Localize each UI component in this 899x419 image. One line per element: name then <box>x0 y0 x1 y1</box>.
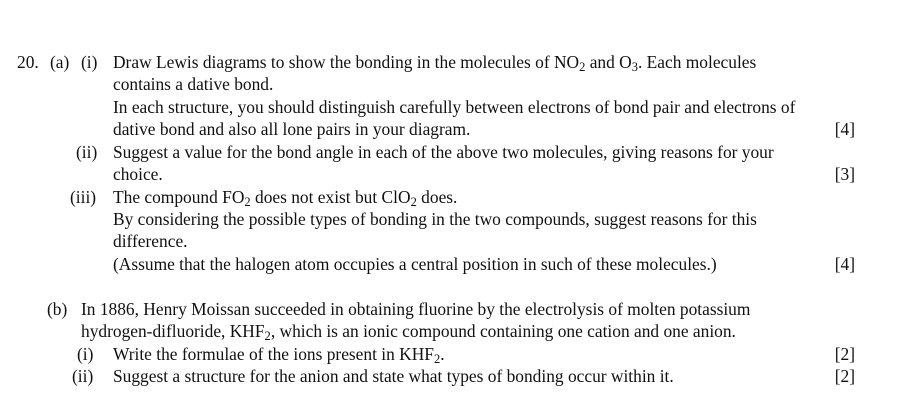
part-b-label: (b) <box>47 299 68 319</box>
part-a-ii-line-2: choice. <box>113 164 163 184</box>
part-a-i-label: (i) <box>81 52 98 72</box>
part-a-iii-line-1 <box>113 186 457 208</box>
part-b-intro-line-1: In 1886, Henry Moissan succeeded in obtaining fluorine by the electrolysis of molten potassium <box>81 299 751 319</box>
part-a-iii-label: (iii) <box>70 187 97 207</box>
subscript: 2 <box>264 329 271 344</box>
part-a-label: (a) <box>50 52 70 72</box>
subscript: 2 <box>244 195 251 210</box>
part-a-i-line-3: In each structure, you should distinguish carefully between electrons of bond pair and electrons of <box>113 97 796 117</box>
part-a-iii-line-1-text: does not exist but ClO <box>250 187 411 207</box>
part-a-i-line-2: contains a dative bond. <box>113 74 274 94</box>
part-a-iii-line-3: difference. <box>113 231 188 251</box>
part-a-i-line-4: dative bond and also all lone pairs in your diagram. <box>113 119 471 139</box>
part-a-ii-line-1: Suggest a value for the bond angle in each of the above two molecules, giving reasons for your <box>113 142 774 162</box>
part-b-i-text-part: . <box>440 344 445 364</box>
part-b-ii-label: (ii) <box>72 366 94 386</box>
part-a-i-marks: [4] <box>834 119 855 139</box>
part-a-ii-marks: [3] <box>834 164 855 184</box>
part-b-i-marks: [2] <box>834 344 855 364</box>
subscript: 2 <box>433 352 441 367</box>
part-a-iii-line-1-text: does. <box>416 187 458 207</box>
part-a-ii-label: (ii) <box>76 142 98 162</box>
subscript: 2 <box>579 60 586 75</box>
part-b-intro-line-2-text: hydrogen-difluoride, KHF <box>81 321 265 341</box>
part-a-iii-line-4: (Assume that the halogen atom occupies a central position in such of these molecules.) <box>113 254 717 274</box>
part-b-intro-line-2 <box>81 320 736 342</box>
part-b-i-text-part: Write the formulae of the ions present in KHF <box>113 344 434 364</box>
part-a-i-line-1 <box>113 51 756 73</box>
part-a-i-line-1-text: and O <box>585 52 632 72</box>
part-b-intro-line-2-text: , which is an ionic compound containing one cation and one anion. <box>270 321 736 341</box>
part-b-i-label: (i) <box>77 344 94 364</box>
part-b-ii-text: Suggest a structure for the anion and state what types of bonding occur within it. <box>113 366 674 386</box>
subscript: 2 <box>410 195 417 210</box>
part-a-iii-line-1-text: The compound FO <box>113 187 245 207</box>
question-number: 20. <box>17 52 39 72</box>
part-a-iii-marks: [4] <box>834 254 855 274</box>
subscript: 3 <box>631 60 638 75</box>
part-a-i-line-1-text: . Each molecules <box>637 52 757 72</box>
part-a-iii-line-2: By considering the possible types of bonding in the two compounds, suggest reasons for this <box>113 209 757 229</box>
part-a-i-line-1-text: Draw Lewis diagrams to show the bonding in the molecules of NO <box>113 52 580 72</box>
part-b-i-text <box>113 343 445 365</box>
part-b-ii-marks: [2] <box>834 366 855 386</box>
